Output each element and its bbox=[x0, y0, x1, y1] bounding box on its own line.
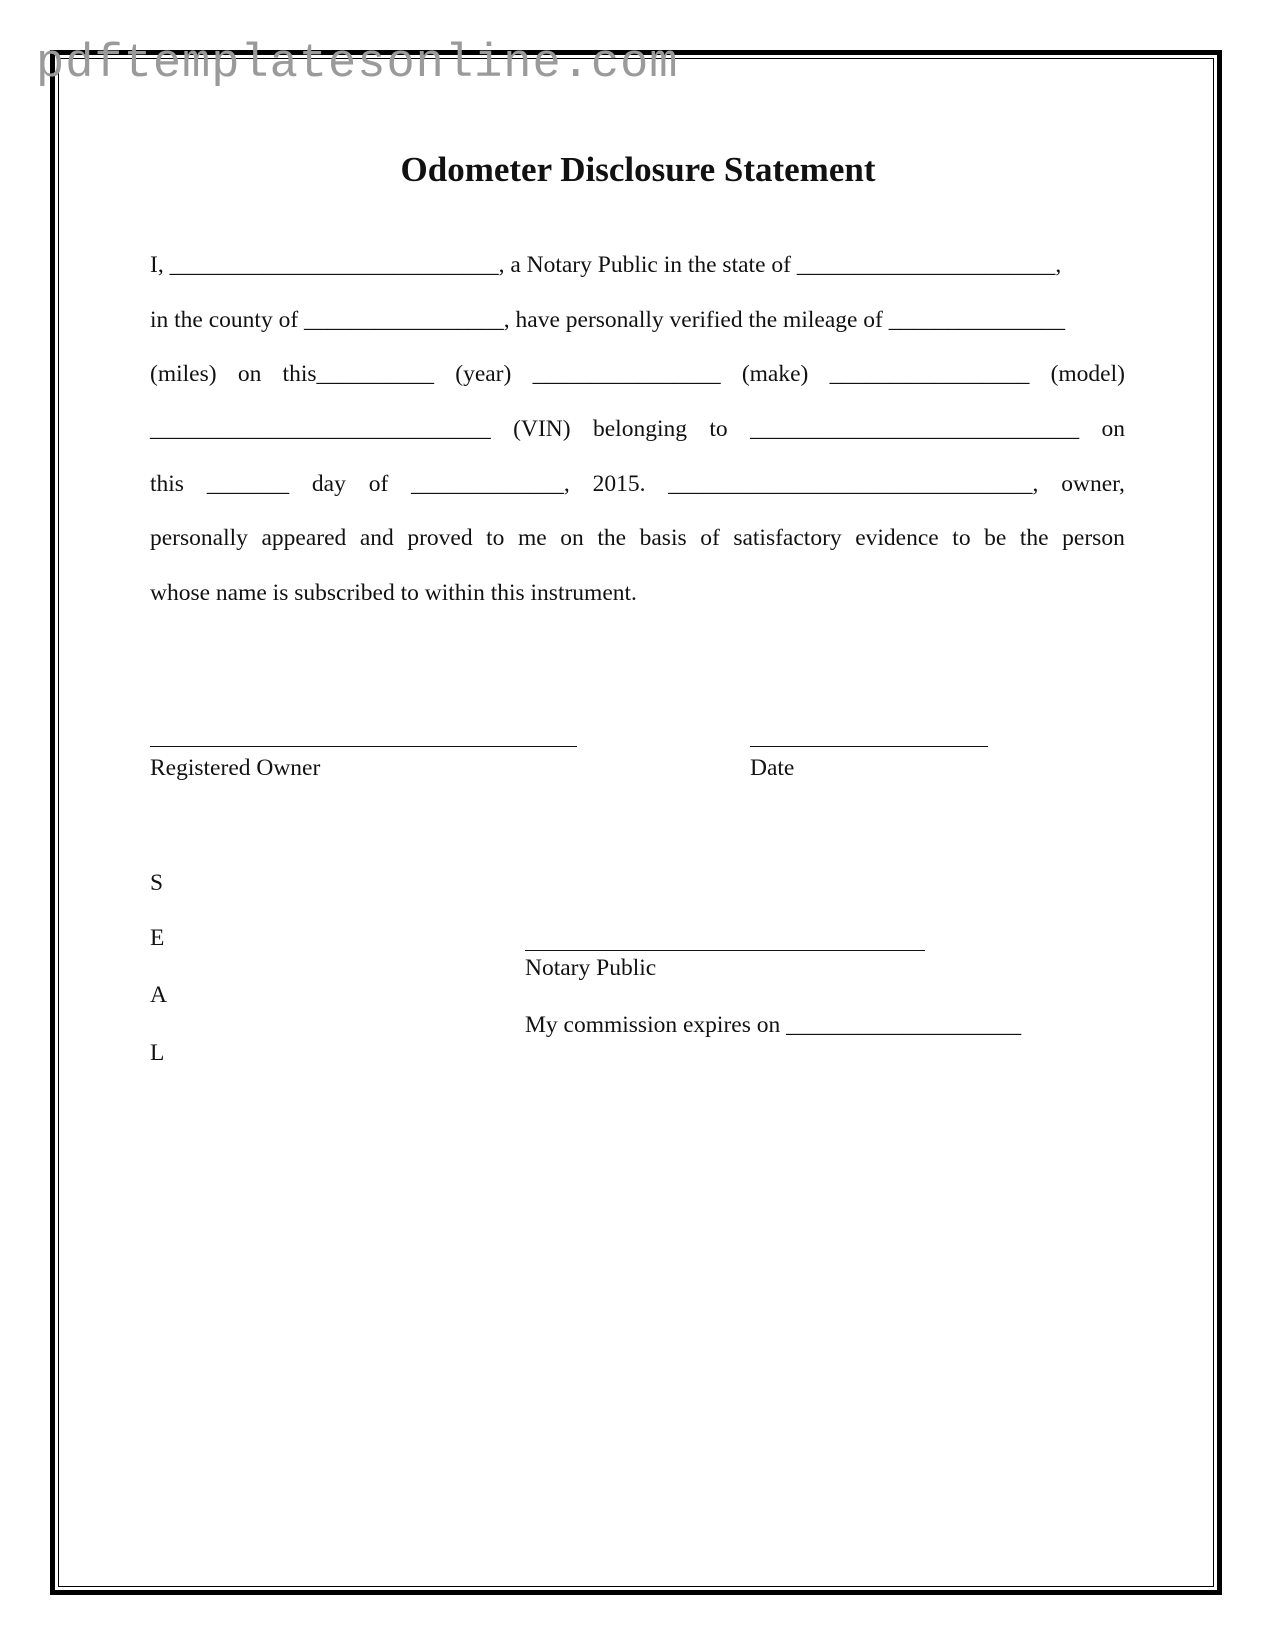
statement-word: ____________________________ bbox=[750, 416, 1080, 442]
statement-word: the bbox=[597, 525, 627, 551]
statement-word: the bbox=[1019, 525, 1049, 551]
owner-signature-line[interactable] bbox=[150, 746, 577, 747]
watermark: pdftemplatesonline.com bbox=[36, 38, 679, 91]
statement-word: (make) bbox=[741, 361, 809, 387]
statement-word: personally bbox=[150, 525, 248, 551]
statement-word: to bbox=[486, 525, 505, 551]
statement-word: be bbox=[984, 525, 1007, 551]
statement-word: _______ bbox=[206, 471, 290, 497]
statement-word: and bbox=[359, 525, 394, 551]
statement-word: (model) bbox=[1050, 361, 1125, 387]
statement-word: on bbox=[560, 525, 584, 551]
statement-word: _______________________________, bbox=[668, 471, 1039, 497]
statement-word: (year) bbox=[455, 361, 512, 387]
statement-word: of bbox=[368, 471, 389, 497]
statement-word: belonging bbox=[592, 416, 687, 442]
statement-word: on bbox=[237, 361, 262, 387]
statement-word: _____________________________ bbox=[150, 416, 491, 442]
statement-text: whose name is subscribed to within this instrument. bbox=[150, 580, 637, 606]
statement-word: 2015. bbox=[592, 471, 646, 497]
statement-line-4 bbox=[150, 416, 1125, 443]
statement-word: day bbox=[311, 471, 346, 497]
statement-word: basis bbox=[639, 525, 687, 551]
notary-public-label: Notary Public bbox=[525, 955, 657, 981]
statement-word: appeared bbox=[261, 525, 347, 551]
statement-word: (miles) bbox=[150, 361, 217, 387]
document-title: Odometer Disclosure Statement bbox=[400, 150, 876, 189]
statement-line-2 bbox=[150, 307, 1125, 334]
seal-letter: S bbox=[150, 870, 164, 896]
statement-word: this bbox=[150, 471, 184, 497]
statement-word: evidence bbox=[855, 525, 939, 551]
statement-word: proved bbox=[407, 525, 473, 551]
statement-word: of bbox=[700, 525, 720, 551]
statement-line-5 bbox=[150, 471, 1125, 498]
statement-line-3 bbox=[150, 361, 1125, 388]
statement-word: (VIN) bbox=[513, 416, 571, 442]
seal-letter: A bbox=[150, 982, 167, 1008]
statement-word: _________________ bbox=[829, 361, 1030, 387]
statement-line-1 bbox=[150, 252, 1125, 279]
inner-page-border bbox=[58, 58, 1214, 1587]
statement-word: me bbox=[518, 525, 547, 551]
statement-text: in the county of _________________, have personally verified the mileage of _______________ bbox=[150, 307, 1066, 333]
statement-word: to bbox=[709, 416, 728, 442]
statement-word: ________________ bbox=[532, 361, 721, 387]
statement-word: owner, bbox=[1061, 471, 1125, 497]
seal-letter: L bbox=[150, 1040, 165, 1066]
date-label: Date bbox=[750, 755, 795, 781]
statement-word: _____________, bbox=[411, 471, 570, 497]
statement-word: to bbox=[952, 525, 971, 551]
owner-signature-label: Registered Owner bbox=[150, 755, 321, 781]
notary-signature-line[interactable] bbox=[525, 950, 925, 951]
seal-letter: E bbox=[150, 925, 165, 951]
commission-expiry-line: My commission expires on ____________________ bbox=[525, 1012, 1022, 1038]
statement-word: satisfactory bbox=[733, 525, 842, 551]
statement-word: on bbox=[1101, 416, 1125, 442]
statement-word: this__________ bbox=[282, 361, 435, 387]
statement-text: I, ____________________________, a Notary Public in the state of ______________________, bbox=[150, 252, 1062, 278]
date-signature-line[interactable] bbox=[750, 746, 988, 747]
statement-line-7 bbox=[150, 580, 1125, 607]
statement-line-6 bbox=[150, 525, 1125, 552]
statement-word: person bbox=[1062, 525, 1125, 551]
